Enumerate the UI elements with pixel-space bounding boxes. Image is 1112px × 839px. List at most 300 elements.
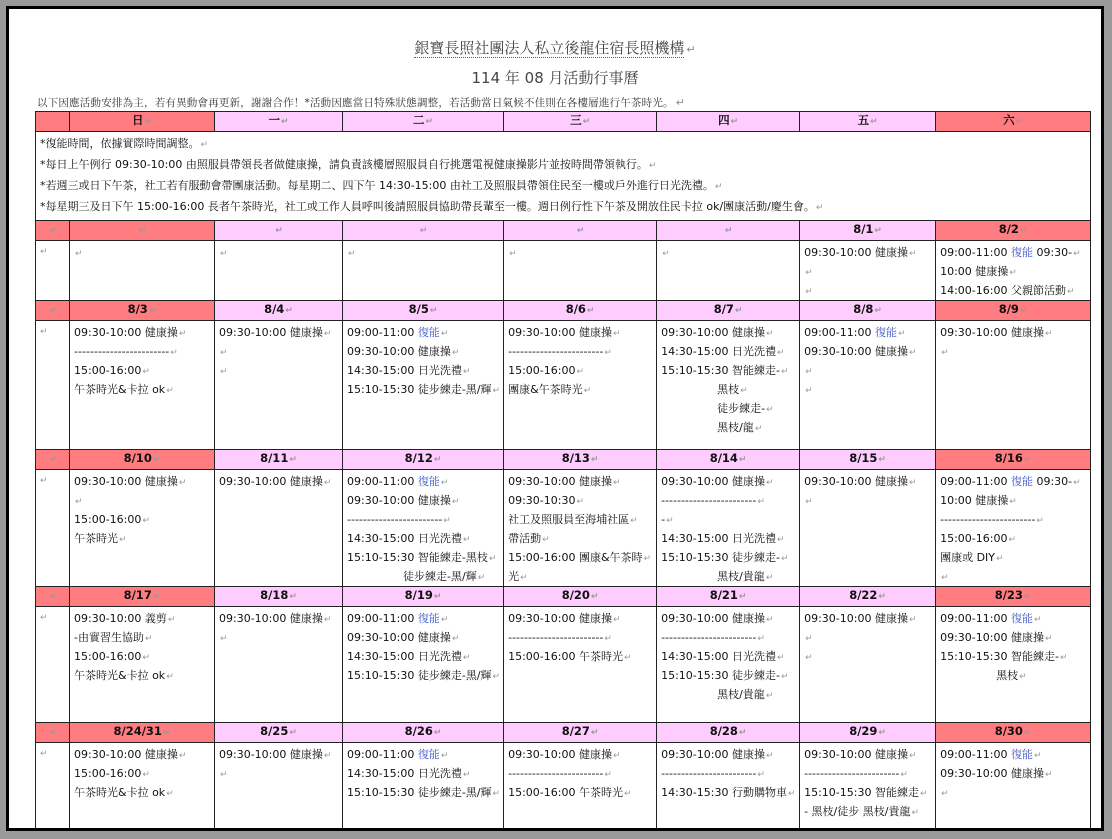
activity-text: 09:30-10:00 健康操 (804, 246, 908, 259)
activity-line: 徒步練走-黑/輝↵ (403, 570, 486, 583)
date-cell: ↵ (343, 221, 504, 241)
activity-cell (936, 321, 1091, 450)
date-label: 8/28 (709, 724, 738, 738)
activity-cell (657, 607, 800, 723)
activity-text: 09:30-10:00 健康操 (508, 326, 612, 339)
activity-calendar-table (35, 111, 1091, 831)
activity-line: 09:30-10:00 健康操↵ (74, 748, 187, 761)
activity-text: 15:10-15:30 智能練走- (661, 364, 780, 377)
weekday-label: 六 (1003, 113, 1015, 127)
row-marker-cell: ↵ (36, 221, 70, 241)
activity-line: ------------------------↵ (508, 767, 612, 780)
activity-line: 09:30-10:00 義剪↵ (74, 612, 176, 625)
date-cell: ↵ (70, 221, 215, 241)
activity-cell (800, 607, 936, 723)
activity-cell (70, 607, 215, 723)
date-label: 8/25 (260, 724, 289, 738)
activity-text: 團康或 DIY (940, 551, 996, 564)
activity-cell (504, 321, 657, 450)
activity-text: 15:10-15:30 徒步練走- (661, 669, 780, 682)
activity-line: 09:30-10:00 健康操↵ (219, 326, 332, 339)
activity-cell (343, 607, 504, 723)
activity-text: 09:30-10:00 健康操 (74, 475, 178, 488)
activity-line: 09:30-10:00 健康操↵ (219, 475, 332, 488)
activity-line: 15:10-15:30 智能練走-↵ (661, 364, 789, 377)
note-line: *復能時間，依據實際時間調整。↵ (40, 137, 209, 150)
date-cell: 8/10↵ (70, 450, 215, 470)
activity-line: 09:30-10:00 健康操↵ (804, 246, 917, 259)
activity-line: 14:30-15:00 日光洗禮↵ (661, 650, 785, 663)
activity-line: 09:30-10:00 健康操↵ (347, 345, 460, 358)
activity-line: 09:30-10:00 健康操↵ (219, 748, 332, 761)
activity-line: 09:30-10:00 健康操↵ (661, 326, 774, 339)
activity-line: 14:30-15:00 日光洗禮↵ (347, 650, 471, 663)
activity-line: 09:00-11:00 復能 09:30-↵ (940, 475, 1081, 488)
activity-text: 09:00-11:00 復能 09:30- (940, 475, 1073, 488)
activity-line: 09:30-10:00 健康操↵ (74, 475, 187, 488)
calendar-title (9, 67, 1101, 88)
activity-line: 黑枝/龍↵ (717, 421, 763, 434)
weekday-label: 二 (413, 113, 425, 127)
activity-line: 14:00-16:00 父親節活動↵ (940, 284, 1075, 297)
activity-line: ------------------------↵ (804, 767, 908, 780)
activity-text: 14:30-15:00 日光洗禮 (661, 650, 776, 663)
activity-line: 15:10-15:30 徒步練走-黑/輝↵ (347, 786, 501, 799)
activity-row (36, 321, 1091, 450)
date-cell: 8/29↵ (800, 723, 936, 743)
date-label: 8/14 (709, 451, 738, 465)
activity-text: 15:00-16:00 (74, 513, 142, 526)
date-cell: ↵ (215, 221, 343, 241)
row-marker-cell: ↵ (36, 301, 70, 321)
activity-cell (800, 470, 936, 587)
activity-line: ↵ (805, 653, 813, 663)
weekday-header-1: 一↵ (215, 112, 343, 132)
activity-row-marker: ↵ (36, 241, 70, 301)
activity-line: 09:30-10:00 健康操↵ (804, 345, 917, 358)
activity-text: 14:30-15:00 日光洗禮 (661, 532, 776, 545)
activity-text: 09:30-10:00 健康操 (347, 345, 451, 358)
activity-line: 14:30-15:30 行動購物車↵ (661, 786, 796, 799)
activity-text: 09:30-10:00 健康操 (74, 748, 178, 761)
activity-line: 15:00-16:00↵ (74, 364, 150, 377)
activity-line: ↵ (941, 573, 949, 583)
date-label: 8/22 (849, 588, 878, 602)
activity-cell (657, 470, 800, 587)
organization-name: 銀寶長照社團法人私立後龍住宿長照機構 (414, 39, 685, 57)
activity-line: 09:30-10:00 健康操↵ (940, 631, 1053, 644)
activity-line: 10:00 健康操↵ (940, 265, 1017, 278)
activity-line: 09:30-10:00 健康操↵ (508, 612, 621, 625)
activity-cell: ↵ (343, 241, 504, 301)
date-cell: 8/18↵ (215, 587, 343, 607)
note-line: *每日上午例行 09:30-10:00 由照服員帶領長者做健康操，請負責該樓層照服員自行挑選電視健康操影片並按時間帶領執行。↵ (40, 158, 657, 171)
activity-text: 午茶時光&卡拉 ok (74, 669, 166, 682)
activity-line: 09:30-10:00 健康操↵ (804, 612, 917, 625)
activity-row (36, 470, 1091, 587)
activity-text: 帶活動 (508, 532, 542, 545)
date-cell: ↵ (657, 221, 800, 241)
activity-cell (70, 743, 215, 832)
activity-text: 09:30-10:00 健康操 (508, 612, 612, 625)
activity-line: 15:10-15:30 智能練走↵ (804, 786, 928, 799)
activity-line: ↵ (805, 634, 813, 644)
activity-line: 團康&午茶時光↵ (508, 383, 592, 396)
activity-text: 09:30-10:00 健康操 (74, 326, 178, 339)
activity-line: ↵ (805, 497, 813, 507)
activity-row-marker: ↵ (36, 470, 70, 587)
activity-line: ↵ (805, 287, 813, 297)
activity-row (36, 743, 1091, 832)
date-label: 8/26 (404, 724, 433, 738)
activity-cell (936, 241, 1091, 301)
activity-cell (936, 470, 1091, 587)
activity-text: 黑枝/貴龍 (717, 688, 765, 701)
notice-text: 以下因應活動安排為主，若有異動會再更新，謝謝合作！*活動因應當日特殊狀態調整，若活動當日氣候不佳則在各樓層進行午茶時光。 (37, 97, 674, 109)
activity-text: 09:00-11:00 復能 (940, 748, 1033, 761)
activity-line: - 黑枝/徒步 黑枝/貴龍↵ (804, 805, 920, 818)
activity-line: ↵ (220, 367, 228, 377)
activity-line: 10:00 健康操↵ (940, 494, 1017, 507)
activity-line: 15:10-15:30 徒步練走-↵ (661, 669, 789, 682)
activity-text: 15:00-16:00 (508, 364, 576, 377)
date-row (36, 450, 1091, 470)
activity-text: 09:30-10:00 健康操 (804, 475, 908, 488)
activity-row (36, 241, 1091, 301)
activity-line: 09:30-10:00 健康操↵ (508, 326, 621, 339)
activity-line: ------------------------↵ (940, 513, 1044, 526)
document-page (6, 6, 1104, 831)
activity-line: 09:30-10:00 健康操↵ (661, 612, 774, 625)
activity-text: 15:00-16:00 (940, 532, 1008, 545)
organization-title: 銀寶長照社團法人私立後龍住宿長照機構 ↵ (414, 39, 696, 57)
activity-text: 午茶時光&卡拉 ok (74, 383, 166, 396)
activity-cell: ↵ (657, 241, 800, 301)
activity-line: 徒步練走-↵ (717, 402, 774, 415)
date-label: 8/12 (404, 451, 433, 465)
date-cell: 8/20↵ (504, 587, 657, 607)
activity-row-marker: ↵ (36, 321, 70, 450)
activity-line: ↵ (75, 497, 83, 507)
date-cell: 8/3↵ (70, 301, 215, 321)
weekday-header-2: 二↵ (343, 112, 504, 132)
date-label: 8/5 (408, 302, 429, 316)
activity-line: 15:10-15:30 智能練走-黑枝↵ (347, 551, 497, 564)
date-cell: 8/30↵ (936, 723, 1091, 743)
date-label: 8/19 (404, 588, 433, 602)
weekday-header-5: 五↵ (800, 112, 936, 132)
activity-text: 14:30-15:00 日光洗禮 (347, 650, 462, 663)
activity-line: ↵ (805, 386, 813, 396)
activity-line: 09:00-11:00 復能↵ (347, 748, 449, 761)
activity-text: 09:00-11:00 復能 (940, 612, 1033, 625)
date-label: 8/9 (998, 302, 1019, 316)
date-label: 8/11 (260, 451, 289, 465)
activity-line: 15:00-16:00 團康&午茶時↵ (508, 551, 652, 564)
date-label: 8/8 (853, 302, 874, 316)
date-label: 8/1 (853, 222, 874, 236)
activity-text: 15:10-15:30 智能練走 (804, 786, 919, 799)
date-cell: 8/2↵ (936, 221, 1091, 241)
activity-text: 09:30-10:00 健康操 (940, 326, 1044, 339)
note-text: *復能時間，依據實際時間調整。 (40, 137, 200, 150)
notice-line: 以下因應活動安排為主，若有異動會再更新，謝謝合作！*活動因應當日特殊狀態調整，若活動當日氣候不佳則在各樓層進行午茶時光。 ↵ (37, 96, 686, 109)
activity-cell (215, 743, 343, 832)
activity-text: 14:00-16:00 父親節活動 (940, 284, 1066, 297)
activity-line: 09:30-10:00 健康操↵ (804, 748, 917, 761)
date-cell: 8/17↵ (70, 587, 215, 607)
date-label: 8/30 (994, 724, 1023, 738)
activity-line: 14:30-15:00 日光洗禮↵ (661, 345, 785, 358)
activity-text: - 黑枝/徒步 黑枝/貴龍 (804, 805, 911, 818)
activity-text: 09:30-10:00 健康操 (661, 612, 765, 625)
activity-line: 午茶時光&卡拉 ok↵ (74, 786, 174, 799)
date-cell: 8/1↵ (800, 221, 936, 241)
activity-text: 15:10-15:30 徒步練走- (661, 551, 780, 564)
activity-text: 09:30-10:00 健康操 (661, 326, 765, 339)
activity-text: 徒步練走-黑/輝 (403, 570, 477, 583)
activity-line: ↵ (805, 268, 813, 278)
date-cell: 8/28↵ (657, 723, 800, 743)
date-label: 8/23 (994, 588, 1023, 602)
header-corner-cell (36, 112, 70, 132)
activity-line: 15:10-15:30 徒步練走-黑/輝↵ (347, 383, 501, 396)
activity-text: 14:30-15:00 日光洗禮 (347, 532, 462, 545)
activity-text: 09:30-10:30 (508, 494, 576, 507)
activity-line: 09:30-10:00 健康操↵ (74, 326, 187, 339)
activity-text: 14:30-15:00 日光洗禮 (347, 364, 462, 377)
date-label: 8/24/31 (113, 724, 162, 738)
activity-cell (800, 241, 936, 301)
activity-text: ------------------------ (661, 494, 757, 507)
notes-row (36, 132, 1091, 221)
activity-line: 09:30-10:00 健康操↵ (940, 767, 1053, 780)
date-label: 8/17 (123, 588, 152, 602)
activity-text: 社工及照服員至海埔社區 (508, 513, 630, 526)
note-line: *每星期三及日下午 15:00-16:00 長者午茶時光，社工或工作人員呼叫後請照服員協助帶長輩至一樓。週日例行性下午茶及開放住民卡拉 ok/團康活動/慶生會。↵ (40, 200, 824, 213)
activity-text: ------------------------ (508, 631, 604, 644)
date-cell: 8/16↵ (936, 450, 1091, 470)
activity-line: 09:00-11:00 復能↵ (940, 612, 1042, 625)
activity-line: 14:30-15:00 日光洗禮↵ (347, 364, 471, 377)
activity-text: 09:30-10:00 健康操 (508, 475, 612, 488)
activity-cell (343, 470, 504, 587)
date-cell: 8/21↵ (657, 587, 800, 607)
activity-cell (215, 470, 343, 587)
activity-line: 09:30-10:30↵ (508, 494, 585, 507)
note-text: *若週三或日下午茶，社工若有服動會帶團康活動。每星期二、四下午 14:30-15:00 由社工及照服員帶領住民至一樓或戶外進行日光洗禮。 (40, 179, 714, 192)
activity-line: 帶活動↵ (508, 532, 550, 545)
activity-text: 15:00-16:00 (74, 364, 142, 377)
activity-text: 09:00-11:00 復能 (347, 475, 440, 488)
calendar-title-text: 114 年 08 月活動行事曆 (471, 69, 639, 87)
date-label: 8/21 (709, 588, 738, 602)
activity-cell (343, 321, 504, 450)
activity-text: ------------------------ (804, 767, 900, 780)
activity-text: 午茶時光&卡拉 ok (74, 786, 166, 799)
activity-line: ↵ (220, 348, 228, 358)
activity-text: 09:30-10:00 健康操 (940, 767, 1044, 780)
notes-cell (36, 132, 1091, 221)
date-cell: 8/13↵ (504, 450, 657, 470)
activity-text: ------------------------ (661, 631, 757, 644)
date-cell: 8/4↵ (215, 301, 343, 321)
activity-text: 15:00-16:00 (74, 767, 142, 780)
activity-row-marker: ↵ (36, 607, 70, 723)
date-label: 8/16 (994, 451, 1023, 465)
activity-cell: ↵ (504, 241, 657, 301)
activity-line: 15:00-16:00↵ (74, 650, 150, 663)
activity-line: 黑枝↵ (717, 383, 748, 396)
activity-text: 09:30-10:00 健康操 (508, 748, 612, 761)
activity-text: 黑枝 (996, 669, 1019, 682)
activity-text: 午茶時光 (74, 532, 118, 545)
activity-text: 09:30-10:00 健康操 (661, 475, 765, 488)
activity-text: 15:10-15:30 徒步練走-黑/輝 (347, 786, 492, 799)
activity-text: 09:30-10:00 健康操 (219, 612, 323, 625)
activity-line: 黑枝/貴龍↵ (717, 688, 774, 701)
activity-text: 團康&午茶時光 (508, 383, 583, 396)
date-cell: 8/9↵ (936, 301, 1091, 321)
activity-line: 團康或 DIY↵ (940, 551, 1004, 564)
weekday-label: 三 (570, 113, 582, 127)
date-label: 8/6 (565, 302, 586, 316)
date-label: 8/3 (127, 302, 148, 316)
activity-line: ------------------------↵ (661, 494, 765, 507)
activity-line: 09:00-11:00 復能↵ (347, 326, 449, 339)
weekday-label: 五 (857, 113, 870, 127)
activity-text: 15:00-16:00 午茶時光 (508, 650, 623, 663)
date-cell: 8/12↵ (343, 450, 504, 470)
activity-cell (504, 607, 657, 723)
activity-line: 09:00-11:00 復能↵ (347, 612, 449, 625)
row-marker-cell: ↵ (36, 587, 70, 607)
activity-text: 09:30-10:00 健康操 (804, 345, 908, 358)
date-cell: 8/19↵ (343, 587, 504, 607)
activity-line: 15:00-16:00↵ (74, 767, 150, 780)
activity-line: ------------------------↵ (74, 345, 178, 358)
activity-line: ------------------------↵ (508, 631, 612, 644)
activity-text: 14:30-15:30 行動購物車 (661, 786, 787, 799)
note-text: *每日上午例行 09:30-10:00 由照服員帶領長者做健康操，請負責該樓層照服員自行挑選電視健康操影片並按時間帶領執行。 (40, 158, 648, 171)
activity-line: 15:00-16:00↵ (940, 532, 1017, 545)
activity-cell (504, 470, 657, 587)
date-row (36, 221, 1091, 241)
date-label: 8/4 (264, 302, 285, 316)
activity-text: 09:30-10:00 健康操 (347, 631, 451, 644)
activity-line: 09:00-11:00 復能↵ (347, 475, 449, 488)
date-label: 8/29 (849, 724, 878, 738)
activity-text: -由實習生協助 (74, 631, 144, 644)
date-cell: 8/15↵ (800, 450, 936, 470)
date-cell: 8/22↵ (800, 587, 936, 607)
date-cell: 8/5↵ (343, 301, 504, 321)
activity-line: 09:30-10:00 健康操↵ (347, 631, 460, 644)
activity-text: 09:30-10:00 健康操 (940, 631, 1044, 644)
date-cell: 8/24/31↵ (70, 723, 215, 743)
date-cell: 8/8↵ (800, 301, 936, 321)
activity-text: ------------------------ (74, 345, 170, 358)
activity-text: 光 (508, 570, 520, 583)
activity-text: 15:00-16:00 團康&午茶時 (508, 551, 643, 564)
activity-text: 15:00-16:00 午茶時光 (508, 786, 623, 799)
activity-text: 15:00-16:00 (74, 650, 142, 663)
activity-line: 14:30-15:00 日光洗禮↵ (661, 532, 785, 545)
activity-text: 09:30-10:00 健康操 (347, 494, 451, 507)
activity-line: 15:00-16:00 午茶時光↵ (508, 786, 632, 799)
date-cell: 8/25↵ (215, 723, 343, 743)
activity-text: 09:30-10:00 健康操 (804, 612, 908, 625)
activity-line: -由實習生協助↵ (74, 631, 153, 644)
activity-line: 09:30-10:00 健康操↵ (804, 475, 917, 488)
activity-cell (936, 743, 1091, 832)
activity-text: 15:10-15:30 智能練走-黑枝 (347, 551, 488, 564)
weekday-header-row (36, 112, 1091, 132)
activity-text: ------------------------ (661, 767, 757, 780)
activity-text: - (661, 513, 666, 526)
activity-text: ------------------------ (940, 513, 1036, 526)
activity-line: 09:30-10:00 健康操↵ (940, 326, 1053, 339)
date-cell: 8/27↵ (504, 723, 657, 743)
activity-text: 09:30-10:00 健康操 (661, 748, 765, 761)
weekday-label: 四 (718, 113, 730, 127)
date-label: 8/2 (998, 222, 1019, 236)
activity-text: 09:00-11:00 復能 (347, 326, 440, 339)
date-cell: 8/14↵ (657, 450, 800, 470)
date-cell: 8/26↵ (343, 723, 504, 743)
activity-line: 09:30-10:00 健康操↵ (347, 494, 460, 507)
note-line: *若週三或日下午茶，社工若有服動會帶團康活動。每星期二、四下午 14:30-15:00 由社工及照服員帶領住民至一樓或戶外進行日光洗禮。↵ (40, 179, 723, 192)
activity-text: 10:00 健康操 (940, 265, 1009, 278)
date-row (36, 587, 1091, 607)
activity-line: 15:00-16:00↵ (74, 513, 150, 526)
activity-cell: ↵ (70, 241, 215, 301)
activity-line: 15:10-15:30 徒步練走-↵ (661, 551, 789, 564)
weekday-header-4: 四↵ (657, 112, 800, 132)
date-cell: 8/23↵ (936, 587, 1091, 607)
activity-cell (936, 607, 1091, 723)
activity-line: 15:10-15:30 徒步練走-黑/輝↵ (347, 669, 501, 682)
date-label: 8/15 (849, 451, 878, 465)
activity-line: 黑枝/貴龍↵ (717, 570, 774, 583)
activity-line: ------------------------↵ (661, 767, 765, 780)
date-row (36, 723, 1091, 743)
activity-text: 黑枝/貴龍 (717, 570, 765, 583)
activity-line: ↵ (941, 789, 949, 799)
activity-text: 09:30-10:00 健康操 (219, 748, 323, 761)
activity-line: 午茶時光&卡拉 ok↵ (74, 669, 174, 682)
activity-line: ↵ (805, 367, 813, 377)
date-cell: 8/6↵ (504, 301, 657, 321)
activity-text: ------------------------ (347, 513, 443, 526)
date-cell: 8/11↵ (215, 450, 343, 470)
activity-cell (657, 743, 800, 832)
activity-cell (504, 743, 657, 832)
activity-line: 14:30-15:00 日光洗禮↵ (347, 532, 471, 545)
activity-text: 09:30-10:00 健康操 (219, 475, 323, 488)
activity-line: 14:30-15:00 日光洗禮↵ (347, 767, 471, 780)
activity-cell (657, 321, 800, 450)
activity-line: ------------------------↵ (508, 345, 612, 358)
activity-line: 黑枝↵ (996, 669, 1027, 682)
date-cell: ↵ (504, 221, 657, 241)
activity-line: 15:10-15:30 智能練走-↵ (940, 650, 1068, 663)
activity-cell (800, 321, 936, 450)
activity-line: 09:00-11:00 復能↵ (804, 326, 906, 339)
activity-text: 14:30-15:00 日光洗禮 (661, 345, 776, 358)
activity-text: 09:30-10:00 義剪 (74, 612, 167, 625)
activity-text: 09:30-10:00 健康操 (219, 326, 323, 339)
